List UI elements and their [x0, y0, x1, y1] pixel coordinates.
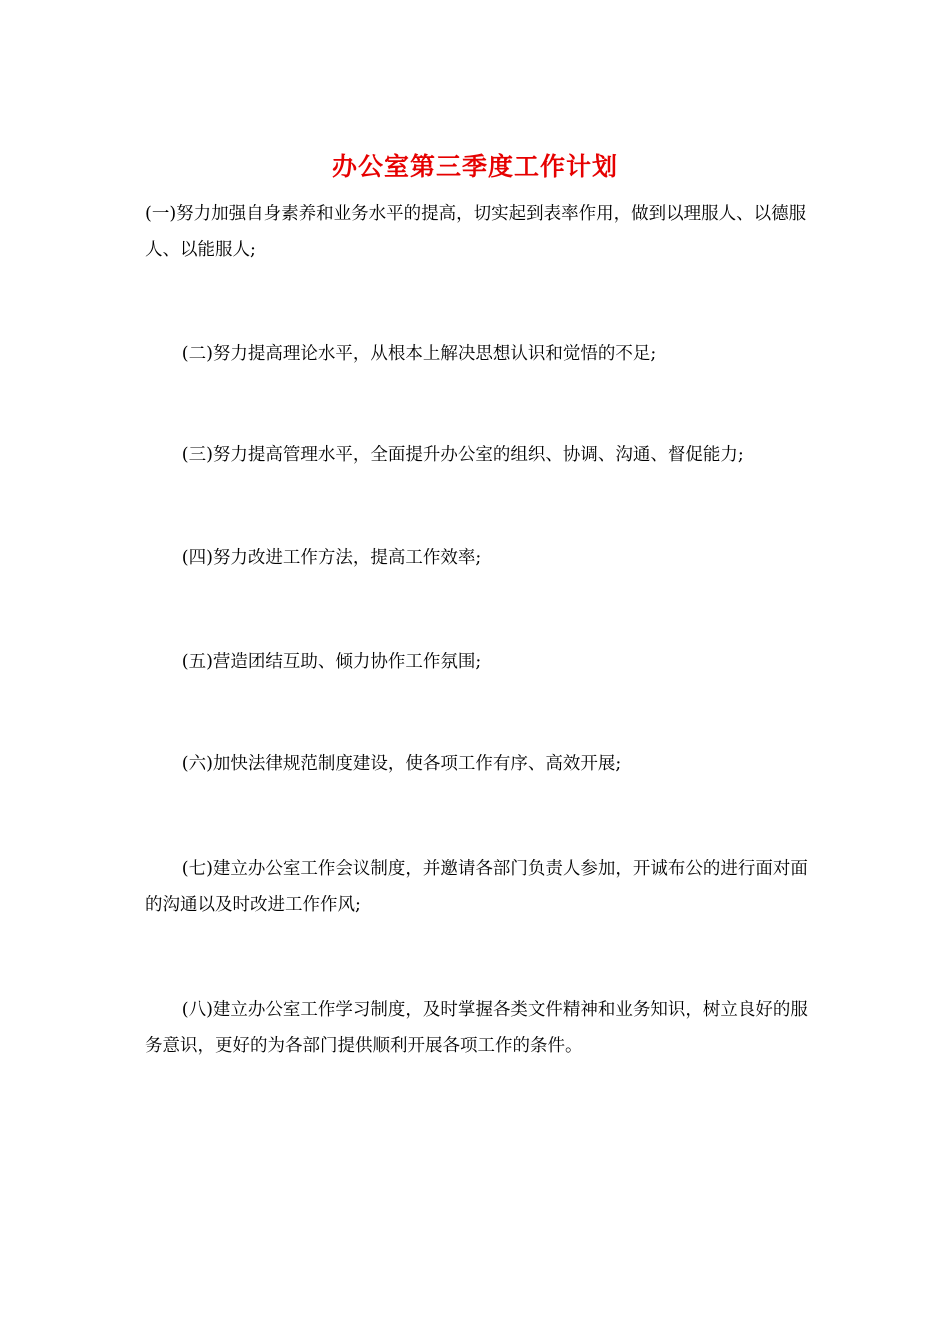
paragraph-3: (三)努力提高管理水平，全面提升办公室的组织、协调、沟通、督促能力; [181, 445, 744, 465]
paragraph-8: (八)建立办公室工作学习制度，及时掌握各类文件精神和业务知识，树立良好的服务意识，更好的为各部门提供顺利开展各项工作的条件。 [145, 1000, 808, 1056]
paragraph-6: (六)加快法律规范制度建设，使各项工作有序、高效开展; [181, 754, 622, 774]
paragraph-1: (一)努力加强自身素养和业务水平的提高，切实起到表率作用，做到以理服人、以德服人、以能服人; [145, 204, 807, 260]
paragraph-7: (七)建立办公室工作会议制度，并邀请各部门负责人参加，开诚布公的进行面对面的沟通以及时改进工作作风; [145, 859, 808, 915]
paragraph-4: (四)努力改进工作方法，提高工作效率; [181, 548, 482, 568]
paragraph-2: (二)努力提高理论水平，从根本上解决思想认识和觉悟的不足; [181, 344, 657, 364]
document-title: 办公室第三季度工作计划 [331, 152, 618, 181]
paragraph-5: (五)营造团结互助、倾力协作工作氛围; [181, 652, 482, 672]
